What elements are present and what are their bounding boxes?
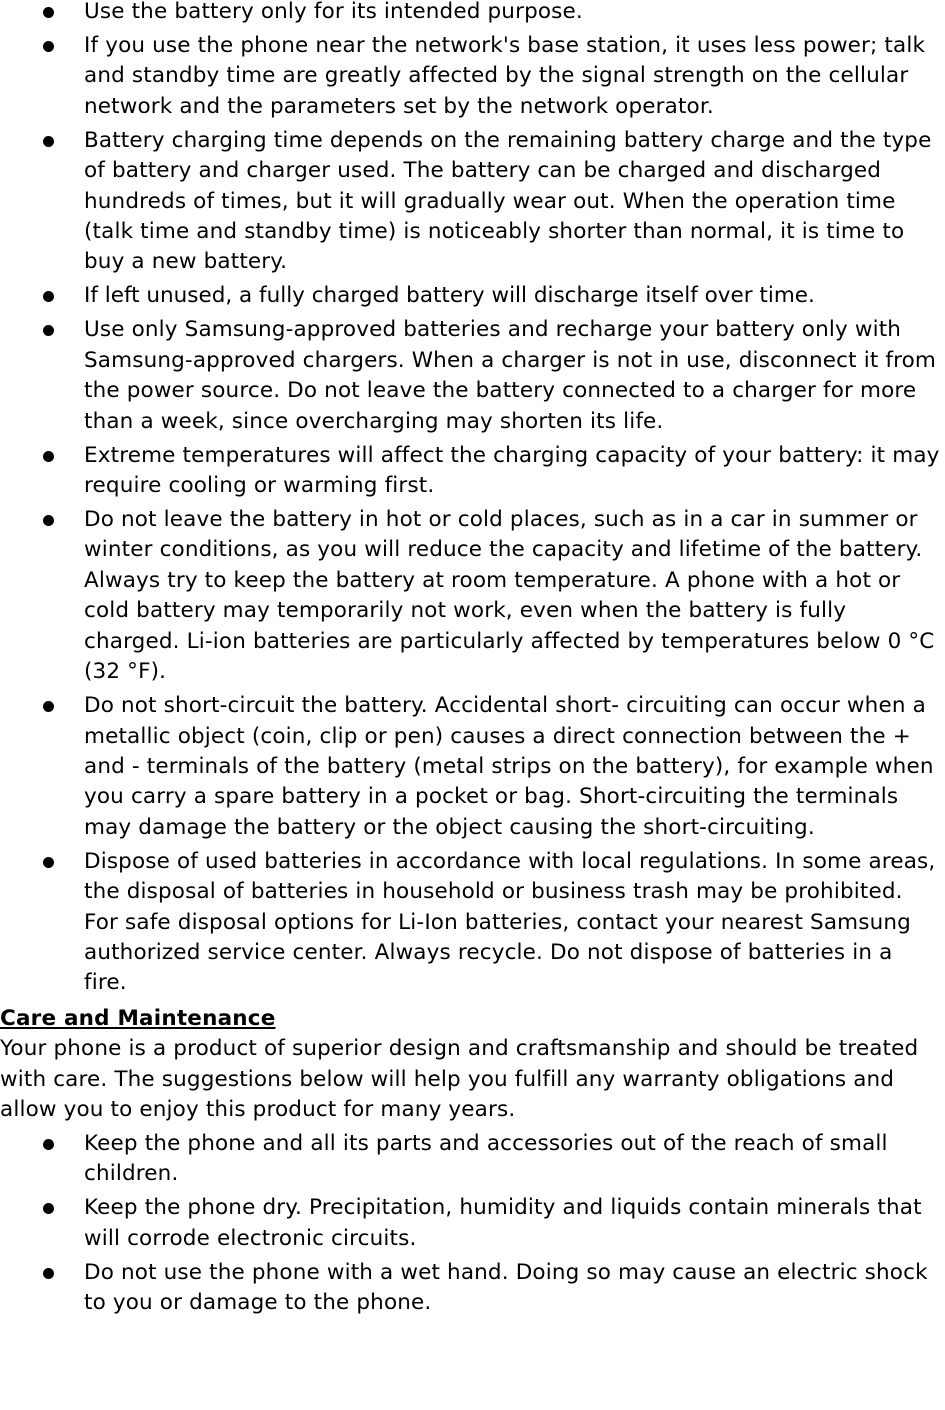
bullet-icon (43, 857, 54, 868)
list-item (0, 315, 945, 437)
bullet-icon (43, 1139, 54, 1150)
bullet-icon (43, 701, 54, 712)
list-item (0, 847, 945, 999)
list-item-text: Dispose of used batteries in accordance with local regulations. In some areas, the disposal of batteries in household or business trash may be prohibited. For safe disposal options for Li-Ion batteries, contact your nearest Samsung authorized service center. Always recycle. Do not dispose of batteries in a fire. (84, 848, 936, 996)
list-item (0, 281, 945, 311)
list-item (0, 1258, 945, 1319)
list-item (0, 1193, 945, 1254)
bullet-icon (43, 1268, 54, 1279)
bullet-icon (43, 7, 54, 18)
list-item (0, 0, 945, 27)
list-item-text: Use only Samsung-approved batteries and recharge your battery only with Samsung-approved chargers. When a charger is not in use, disconnect it from the power source. Do not leave the battery connected to a charger for more than a week, since overcharging may shorten its life. (84, 317, 937, 434)
section-heading: Care and Maintenance (0, 1005, 276, 1031)
list-item-text: Keep the phone and all its parts and accessories out of the reach of small children. (84, 1130, 888, 1187)
list-item (0, 31, 945, 122)
list-item-text: If you use the phone near the network's base station, it uses less power; talk and standby time are greatly affected by the signal strength on the cellular network and the parameters set by the network operator. (84, 33, 926, 119)
care-bullet-list (0, 1129, 945, 1319)
list-item-text: Battery charging time depends on the remaining battery charge and the type of battery and charger used. The battery can be charged and discharged hundreds of times, but it will gradually wear out. When the operation time (talk time and standby time) is noticeably shorter than normal, it is time to buy a new battery. (84, 127, 932, 275)
list-item-text: Use the battery only for its intended purpose. (84, 0, 583, 24)
list-item-text: If left unused, a fully charged battery will discharge itself over time. (84, 283, 815, 309)
list-item (0, 126, 945, 278)
list-item-text: Do not use the phone with a wet hand. Doing so may cause an electric shock to you or damage to the phone. (84, 1259, 928, 1316)
list-item (0, 691, 945, 843)
list-item (0, 441, 945, 502)
bullet-icon (43, 515, 54, 526)
bullet-icon (43, 136, 54, 147)
list-item (0, 505, 945, 687)
bullet-icon (43, 451, 54, 462)
section-intro: Your phone is a product of superior design and craftsmanship and should be treated with care. The suggestions below will help you fulfill any warranty obligations and allow you to enjoy this product for many years. (0, 1036, 919, 1122)
bullet-icon (43, 325, 54, 336)
list-item-text: Keep the phone dry. Precipitation, humidity and liquids contain minerals that will corrode electronic circuits. (84, 1195, 922, 1251)
list-item-text: Do not short-circuit the battery. Accidental short- circuiting can occur when a metallic object (coin, clip or pen) causes a direct connection between the + and - terminals of the battery (metal strips on the battery), for example when you carry a spare battery in a pocket or bag. Short-circuiting the terminals may damage the battery or the object causing the short-circuiting. (84, 693, 934, 840)
bullet-icon (43, 41, 54, 52)
bullet-icon (43, 291, 54, 302)
bullet-icon (43, 1203, 54, 1214)
list-item-text: Extreme temperatures will affect the charging capacity of your battery: it may require cooling or warming first. (84, 442, 940, 499)
list-item-text: Do not leave the battery in hot or cold places, such as in a car in summer or winter conditions, as you will reduce the capacity and lifetime of the battery. Always try to keep the battery at room temperature. A phone with a hot or cold battery may temporarily not work, even when the battery is fully charged. Li-ion batteries are particularly affected by temperatures below 0 °C (32 °F). (84, 507, 935, 685)
list-item (0, 1129, 945, 1190)
